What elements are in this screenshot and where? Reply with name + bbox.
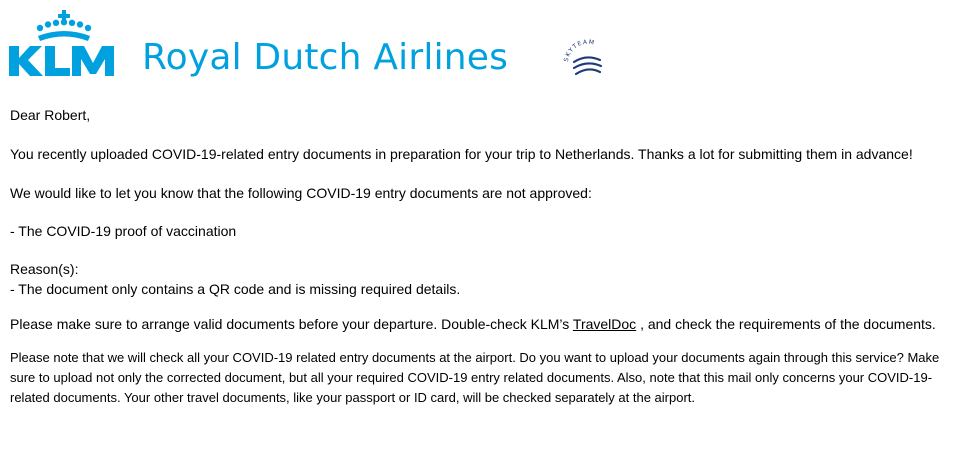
svg-text:SKYTEAM: SKYTEAM [562, 38, 596, 63]
not-approved-notice: We would like to let you know that the following COVID-19 entry documents are not approved: [10, 185, 592, 201]
greeting: Dear Robert, [10, 107, 91, 123]
traveldoc-link[interactable]: TravelDoc [572, 316, 637, 332]
reasons-heading: Reason(s): [10, 261, 79, 277]
reason-item: - The document only contains a QR code and is missing required details. [10, 281, 461, 297]
email-header [0, 0, 963, 90]
intro-paragraph: You recently uploaded COVID-19-related entry documents in preparation for your trip to Netherlands. Thanks a lot for submitting them in advance! [10, 146, 913, 162]
reasons-section [10, 259, 955, 299]
skyteam-alliance-logo [560, 36, 612, 84]
airport-check-footnote: Please note that we will check all your COVID-19 related entry documents at the airport. Do you want to upload your documents again through this service? Make sure to upload not only the corrected document, but all your required COVID-19 entry related documents. Also, note that this mail only concerns your COVID-19-related documents. Your other travel documents, like your passport or ID card, will be checked separately at the airport. [10, 350, 940, 405]
rejected-document-item: - The COVID-19 proof of vaccination [10, 223, 237, 239]
brand-name: Royal Dutch Airlines [142, 37, 509, 78]
klm-crown-logo [8, 8, 120, 78]
arrange-text-before: Please make sure to arrange valid documents before your departure. Double-check KLM’s [10, 316, 573, 332]
arrange-documents-paragraph [10, 314, 955, 334]
arrange-text-after: , and check the requirements of the documents. [636, 316, 936, 332]
email-body [10, 105, 955, 408]
